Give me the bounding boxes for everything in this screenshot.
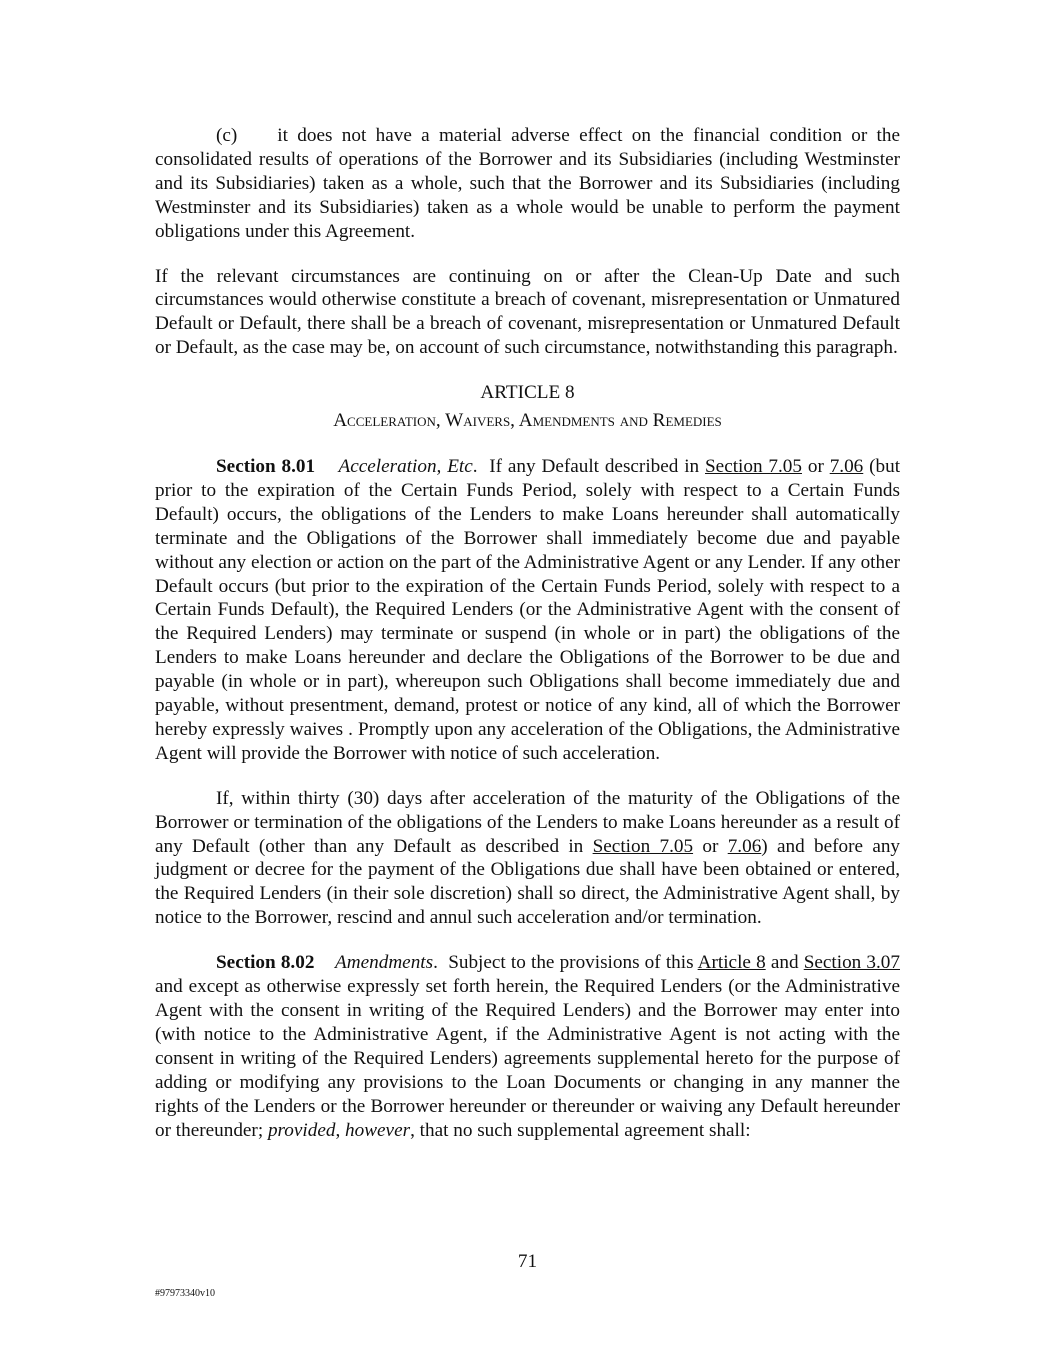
section-8-02-text-2: and bbox=[770, 952, 799, 974]
section-8-01-heading: Section 8.01 bbox=[216, 455, 316, 477]
rescission-text-2: or bbox=[702, 835, 719, 857]
section-7-06-link-2[interactable]: 7.06 bbox=[727, 835, 762, 857]
section-8-02-text-4: that no such supplemental agreement shall: bbox=[419, 1119, 751, 1141]
section-8-01-text-1: If any Default described in bbox=[489, 455, 700, 477]
page-body bbox=[155, 124, 900, 1163]
section-8-02-name: Amendments bbox=[335, 952, 434, 974]
section-8-02-text-1: Subject to the provisions of this bbox=[448, 952, 694, 974]
document-id: #97973340v10 bbox=[155, 1288, 215, 1299]
article-title: ARTICLE 8 bbox=[480, 382, 575, 404]
paragraph-c bbox=[155, 124, 900, 244]
section-8-01-text-3: (but prior to the expiration of the Certain Funds Period, solely with respect to a Certain Funds Default) occurs, the obligations of the Lenders to make Loans hereunder shall automatically terminate and the Obligations of the Borrower shall immediately become due and payable without any election or action on the part of the Administrative Agent or any Lender. If any other Default occurs (but prior to the expiration of the Certain Funds Period, solely with respect to a Certain Funds Default), the Required Lenders (or the Administrative Agent with the consent of the Required Lenders) may terminate or suspend (in whole or in part) the obligations of the Lenders to make Loans hereunder and declare the Obligations of the Borrower to be due and payable (in whole or in part), whereupon such Obligations shall become immediately due and payable, without presentment, demand, protest or notice of any kind, all of which the Borrower hereby expressly waives . Promptly upon any acceleration of the Obligations, the Administrative Agent will provide the Borrower with notice of such acceleration. bbox=[155, 455, 901, 764]
paragraph-c-text: it does not have a material adverse effect on the financial condition or the consolidated results of operations of the Borrower and its Subsidiaries (including Westminster and its Subsidiaries) taken as a whole, such that the Borrower and its Subsidiaries (including Westminster and its Subsidiaries) taken as a whole would be unable to perform the payment obligations under this Agreement. bbox=[155, 125, 900, 242]
article-subtitle: Acceleration, Waivers, Amendments and Remedies bbox=[333, 410, 722, 432]
section-8-01-name: Acceleration, Etc bbox=[338, 455, 473, 477]
article-8-link[interactable]: Article 8 bbox=[697, 952, 766, 974]
provided-term: provided bbox=[267, 1119, 336, 1141]
section-7-06-link[interactable]: 7.06 bbox=[829, 455, 864, 477]
however-term: however bbox=[345, 1119, 411, 1141]
paragraph-continuing-circumstances: If the relevant circumstances are continuing on or after the Clean-Up Date and such circumstances would otherwise constitute a breach of covenant, misrepresentation or Unmatured Default or Default, there shall be a breach of covenant, misrepresentation or Unmatured Default or Default, as the case may be, on account of such circumstance, notwithstanding this paragraph. bbox=[155, 265, 900, 359]
section-7-05-link[interactable]: Section 7.05 bbox=[705, 455, 802, 477]
section-8-02-text-3: and except as otherwise expressly set forth herein, the Required Lenders (or the Administrative Agent with the consent in writing of the Required Lenders) and the Borrower may enter into (with notice to the Administrative Agent, if the Administrative Agent is not acting with the consent in writing of the Required Lenders) agreements supplemental hereto for the purpose of adding or modifying any provisions to the Loan Documents or changing in any manner the rights of the Lenders or the Borrower hereunder or thereunder or waiving any Default hereunder or thereunder; bbox=[155, 976, 900, 1141]
section-8-01-rescission-paragraph bbox=[155, 787, 900, 930]
rescission-text-3: ) and before any judgment or decree for the payment of the Obligations due shall have been obtained or entered, the Required Lenders (in their sole discretion) shall so direct, the Administrative Agent shall, by notice to the Borrower, rescind and annul such acceleration and/or termination. bbox=[155, 835, 901, 929]
page-number: 71 bbox=[517, 1251, 538, 1272]
section-8-01-text-2: or bbox=[807, 455, 824, 477]
paragraph-c-label: (c) bbox=[216, 125, 238, 146]
rescission-text-1: If, within thirty (30) days after acceleration of the maturity of the Obligations of the Borrower or termination of the obligations of the Lenders to make Loans hereunder as a result of any Default (other than any Default as described in bbox=[155, 787, 900, 857]
section-8-02: Section 8.02 Amendments. Subject to the provisions of this Article 8 and Section 3.07 and except as otherwise expressly set forth herein, the Required Lenders (or the Administrative Agent with the consent in writing of the Required Lenders) and the Borrower may enter into (with notice to the Administrative Agent, if the Administrative Agent is not acting with the consent in writing of the Required Lenders) agreements supplemental hereto for the purpose of adding or modifying any provisions to the Loan Documents or changing in any manner the rights of the Lenders or the Borrower hereunder or thereunder or waiving any Default hereunder or thereunder; provided, however, that no such supplemental agreement shall: bbox=[155, 952, 900, 1141]
section-8-02-heading: Section 8.02 bbox=[216, 952, 315, 974]
section-7-05-link-2[interactable]: Section 7.05 bbox=[592, 835, 694, 857]
section-3-07-link[interactable]: Section 3.07 bbox=[803, 952, 900, 974]
section-8-01: Section 8.01 Acceleration, Etc. If any Default described in Section 7.05 or 7.06 (but prior to the expiration of the Certain Funds Period, solely with respect to a Certain Funds Default) occurs, the obligations of the Lenders to make Loans hereunder shall automatically terminate and the Obligations of the Borrower shall immediately become due and payable without any election or action on the part of the Administrative Agent or any Lender. If any other Default occurs (but prior to the expiration of the Certain Funds Period, solely with respect to a Certain Funds Default), the Required Lenders (or the Administrative Agent with the consent of the Required Lenders) may terminate or suspend (in whole or in part) the obligations of the Lenders to make Loans hereunder and declare the Obligations of the Borrower to be due and payable (in whole or in part), whereupon such Obligations shall become immediately due and payable, without presentment, demand, protest or notice of any kind, all of which the Borrower hereby expressly waives . Promptly upon any acceleration of the Obligations, the Administrative Agent will provide the Borrower with notice of such acceleration. bbox=[155, 455, 901, 764]
